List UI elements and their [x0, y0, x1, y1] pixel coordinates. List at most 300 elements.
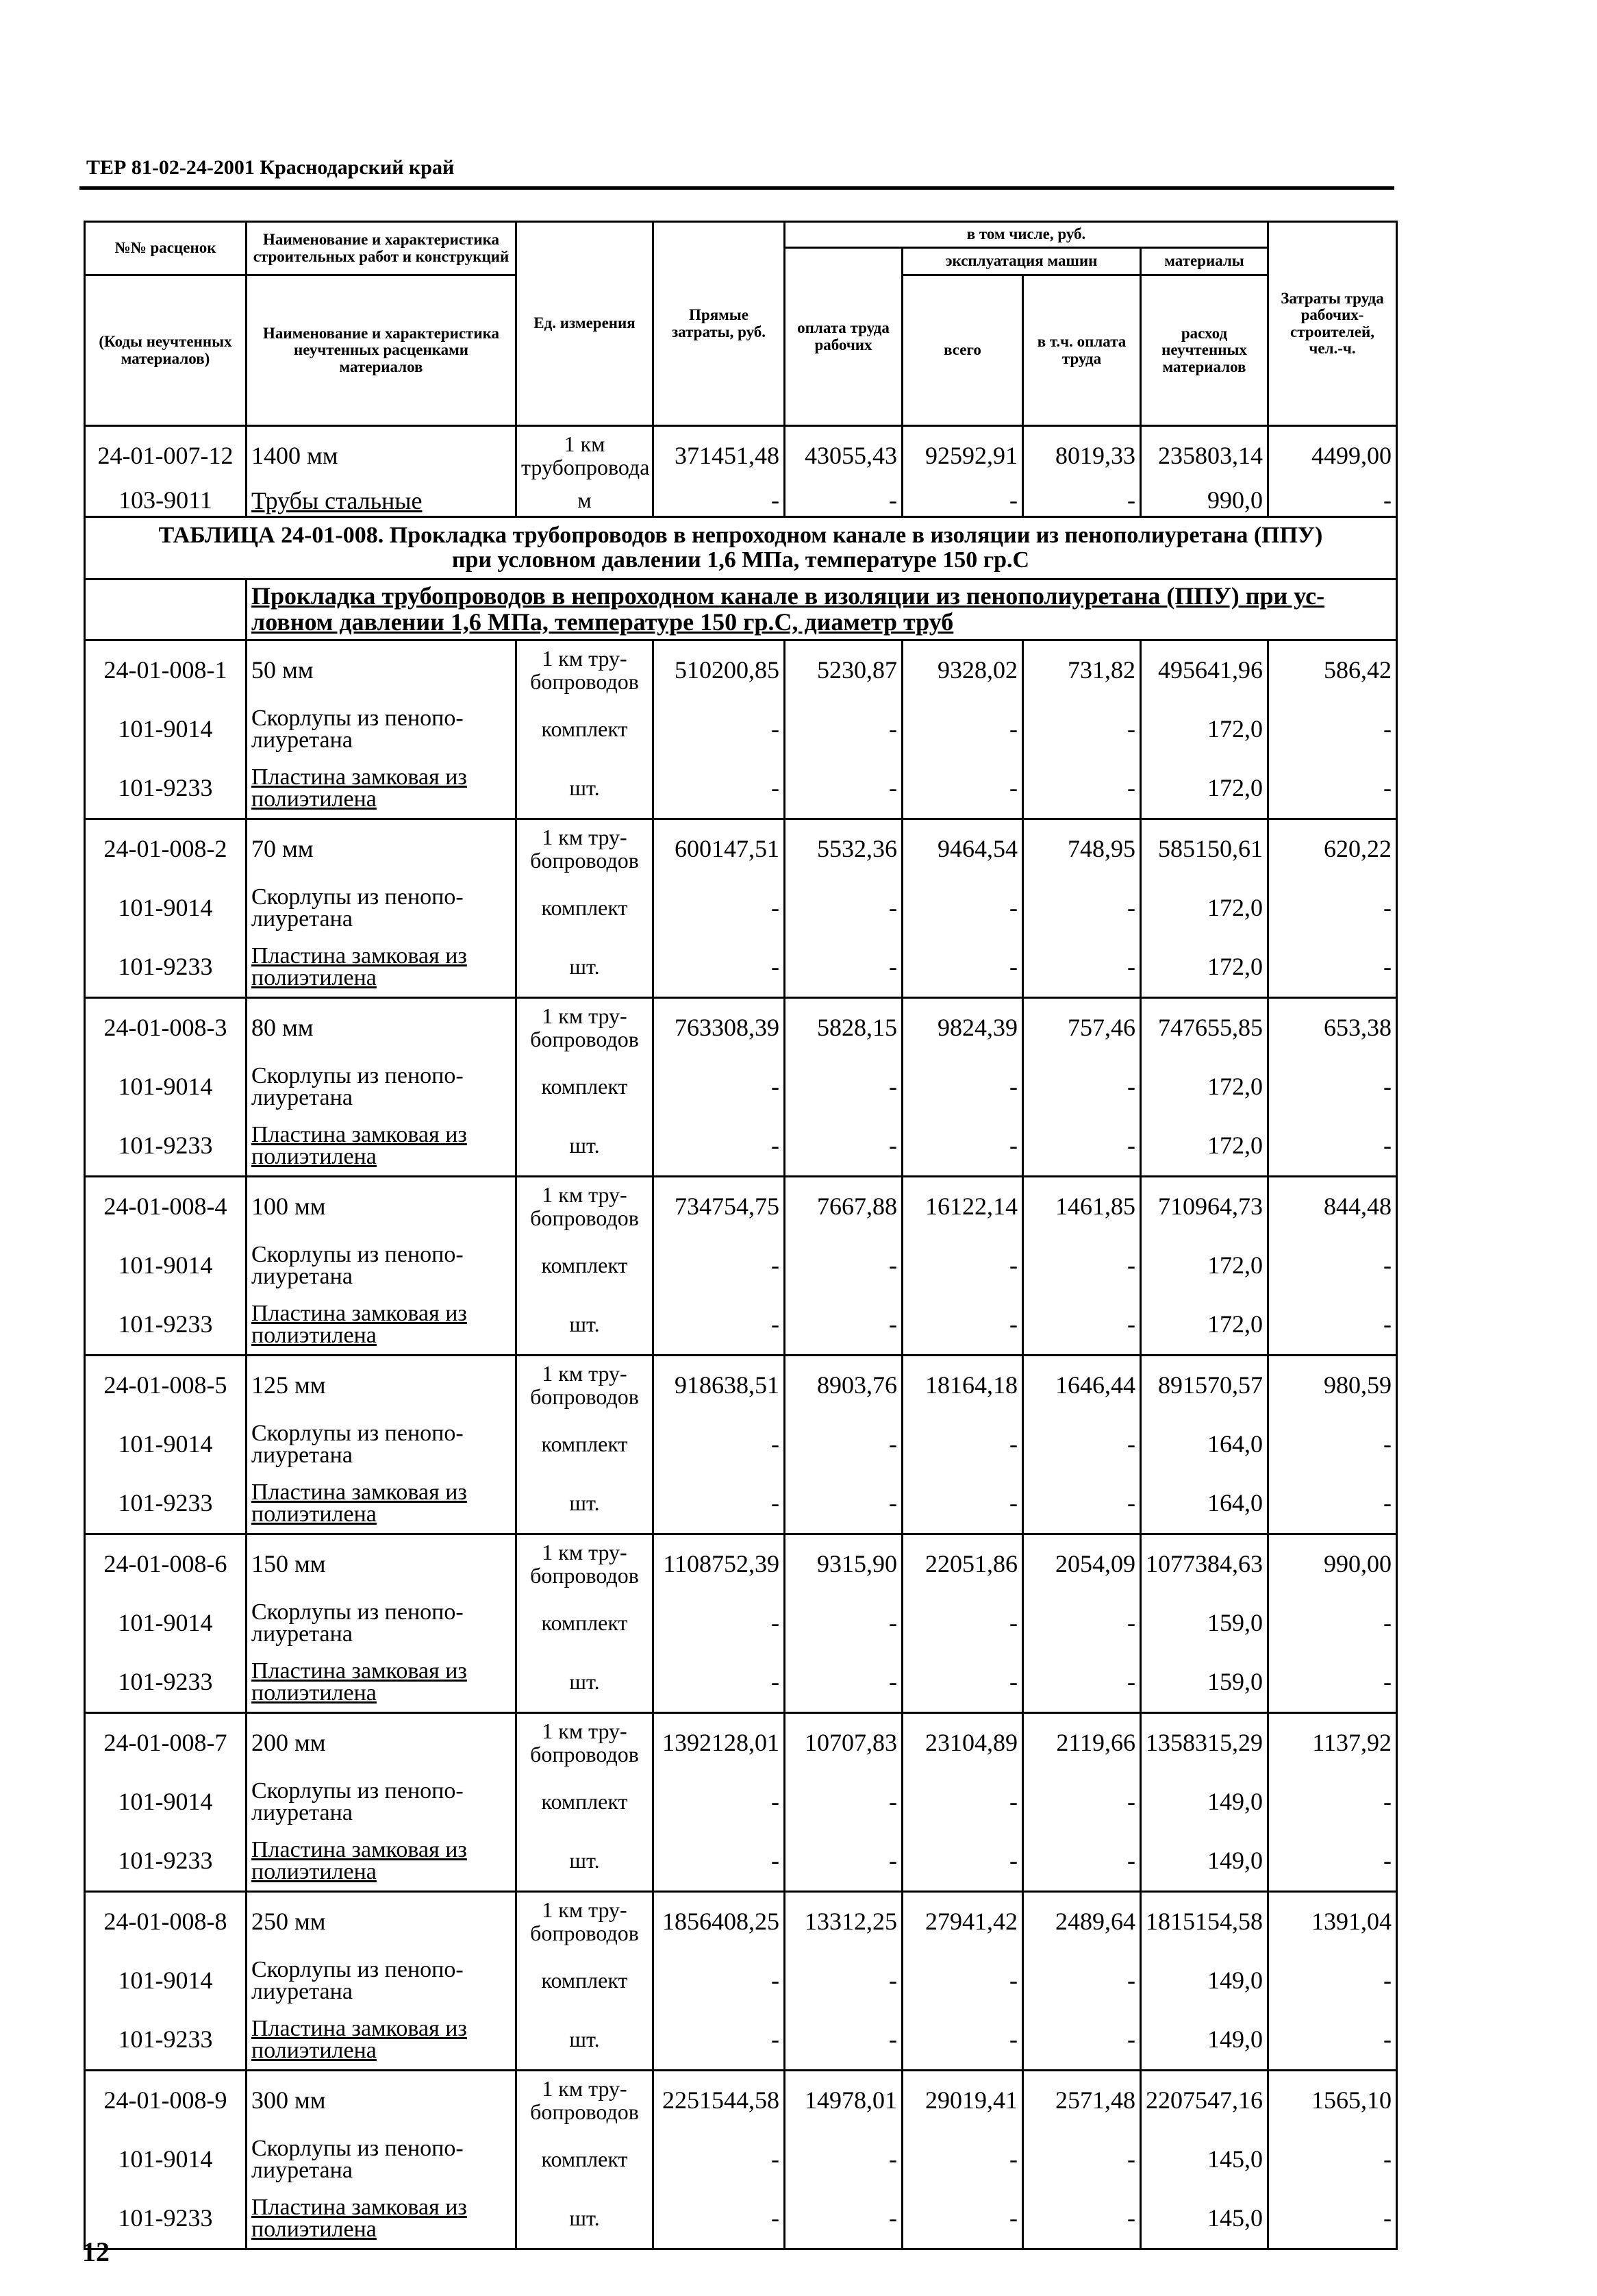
machines-total: -: [903, 1415, 1023, 1474]
direct-cost: 600147,51: [653, 819, 785, 879]
unit-cell: 1 км трубопровода: [516, 426, 653, 486]
col-name-top: Наименование и характеристика строительных работ и конструкций: [247, 222, 516, 275]
labor-cost: -: [1268, 879, 1397, 938]
material-name-line-1: Пластина замковая из: [251, 2015, 467, 2041]
table-row: [85, 2010, 1397, 2071]
rate-code: 24-01-008-5: [85, 1356, 247, 1416]
labor-pay: 9315,90: [785, 1534, 903, 1595]
unit-line-2: бопроводов: [530, 1563, 639, 1588]
labor-pay: -: [785, 2130, 903, 2189]
machines-labor: 748,95: [1023, 819, 1141, 879]
unit-line-2: бопроводов: [530, 1921, 639, 1945]
unit-cell: [516, 1177, 653, 1237]
labor-cost: -: [1268, 2130, 1397, 2189]
direct-cost: 1108752,39: [653, 1534, 785, 1595]
direct-cost: -: [653, 1594, 785, 1653]
unit-cell: шт.: [516, 1832, 653, 1892]
machines-labor: -: [1023, 879, 1141, 938]
unit-cell: [516, 1713, 653, 1773]
direct-cost: -: [653, 2010, 785, 2071]
machines-labor: 2489,64: [1023, 1892, 1141, 1952]
material-name-line-2: лиуретана: [251, 1621, 353, 1647]
machines-total: -: [903, 2130, 1023, 2189]
machines-total: -: [903, 938, 1023, 998]
table-row: [85, 1295, 1397, 1356]
labor-cost: 653,38: [1268, 998, 1397, 1058]
table-row: [85, 1415, 1397, 1474]
material-name-line-2: полиэтилена: [251, 1144, 377, 1169]
material-name-line-1: Пластина замковая из: [251, 1300, 467, 1326]
direct-cost: -: [653, 1951, 785, 2010]
material-name-line-1: Пластина замковая из: [251, 2194, 467, 2220]
col-machines: эксплуатация машин: [903, 248, 1141, 275]
unit-cell: комплект: [516, 700, 653, 759]
labor-pay: 5828,15: [785, 998, 903, 1058]
direct-cost: -: [653, 1116, 785, 1177]
labor-pay: -: [785, 1773, 903, 1832]
machines-total: 92592,91: [903, 426, 1023, 486]
machines-total: 9464,54: [903, 819, 1023, 879]
direct-cost: -: [653, 2130, 785, 2189]
table-header: [85, 222, 1397, 426]
materials: 149,0: [1141, 1832, 1268, 1892]
direct-cost: -: [653, 1773, 785, 1832]
labor-pay: -: [785, 1295, 903, 1356]
unit-cell: [516, 1892, 653, 1952]
table-row: [85, 486, 1397, 517]
material-name-line-1: Скорлупы из пенопо-: [251, 1062, 464, 1088]
labor-cost: -: [1268, 1058, 1397, 1116]
material-name-line-2: полиэтилена: [251, 786, 377, 812]
work-name: 70 мм: [247, 819, 516, 879]
direct-cost: -: [653, 759, 785, 819]
machines-total: -: [903, 1832, 1023, 1892]
material-name-line-2: лиуретана: [251, 1264, 353, 1289]
rates-table: [84, 221, 1398, 2250]
unit-cell: комплект: [516, 1415, 653, 1474]
direct-cost: 1856408,25: [653, 1892, 785, 1952]
material-name-line-2: полиэтилена: [251, 1859, 377, 1884]
unit-cell: шт.: [516, 938, 653, 998]
machines-total: -: [903, 1594, 1023, 1653]
materials: 495641,96: [1141, 640, 1268, 701]
group-title-row: [85, 579, 1397, 640]
material-name-line-2: полиэтилена: [251, 1680, 377, 1706]
material-code: 101-9233: [85, 1295, 247, 1356]
material-name-line-2: лиуретана: [251, 2158, 353, 2183]
labor-pay: -: [785, 2010, 903, 2071]
materials: 172,0: [1141, 879, 1268, 938]
material-code: 101-9014: [85, 879, 247, 938]
table-title-line-1: ТАБЛИЦА 24-01-008. Прокладка трубопроводов в непроходном канале в изоляции из пенополиуретана (ППУ): [158, 523, 1323, 549]
materials: 172,0: [1141, 700, 1268, 759]
col-unit: Ед. измерения: [516, 222, 653, 426]
machines-labor: -: [1023, 1116, 1141, 1177]
labor-cost: -: [1268, 1116, 1397, 1177]
unit-line-1: 1 км тру-: [542, 1182, 627, 1208]
col-including: в том числе, руб.: [785, 222, 1268, 248]
material-name-line-1: Пластина замковая из: [251, 1836, 467, 1862]
machines-labor: 8019,33: [1023, 426, 1141, 486]
labor-cost: 1391,04: [1268, 1892, 1397, 1952]
materials: 990,0: [1141, 486, 1268, 517]
machines-labor: -: [1023, 1415, 1141, 1474]
materials: 164,0: [1141, 1474, 1268, 1534]
work-name: 100 мм: [247, 1177, 516, 1237]
unit-cell: комплект: [516, 1594, 653, 1653]
material-name: [247, 2189, 516, 2249]
materials: 235803,14: [1141, 426, 1268, 486]
unit-cell: шт.: [516, 1474, 653, 1534]
machines-total: 27941,42: [903, 1892, 1023, 1952]
unit-line-2: бопроводов: [530, 1742, 639, 1767]
material-name: [247, 1832, 516, 1892]
materials: 172,0: [1141, 1058, 1268, 1116]
rate-code: 24-01-008-6: [85, 1534, 247, 1595]
table-row: [85, 426, 1397, 486]
labor-cost: 980,59: [1268, 1356, 1397, 1416]
material-name: [247, 1058, 516, 1116]
machines-total: -: [903, 759, 1023, 819]
machines-labor: -: [1023, 2130, 1141, 2189]
machines-labor: 2054,09: [1023, 1534, 1141, 1595]
labor-pay: 5532,36: [785, 819, 903, 879]
unit-line-2: бопроводов: [530, 848, 639, 873]
unit-cell: [516, 998, 653, 1058]
table-body: [85, 426, 1397, 2249]
col-machines-total: всего: [903, 275, 1023, 426]
direct-cost: 918638,51: [653, 1356, 785, 1416]
direct-cost: -: [653, 486, 785, 517]
material-code: 101-9233: [85, 1474, 247, 1534]
work-name: 150 мм: [247, 1534, 516, 1595]
col-materials-unaccounted: расход неучтенных материалов: [1141, 275, 1268, 426]
table-row: [85, 1713, 1397, 1773]
col-name-bottom: Наименование и характеристика неучтенных расценками материалов: [247, 275, 516, 426]
materials: 149,0: [1141, 2010, 1268, 2071]
col-labor-pay: оплата труда рабочих: [785, 248, 903, 426]
material-name-line-1: Скорлупы из пенопо-: [251, 1241, 464, 1267]
material-name: [247, 1474, 516, 1534]
unit-cell: м: [516, 486, 653, 517]
labor-pay: -: [785, 486, 903, 517]
labor-cost: -: [1268, 1415, 1397, 1474]
direct-cost: 2251544,58: [653, 2071, 785, 2131]
material-name-line-1: Пластина замковая из: [251, 1658, 467, 1684]
material-name-line-2: лиуретана: [251, 1443, 353, 1468]
unit-line-2: бопроводов: [530, 1027, 639, 1051]
direct-cost: -: [653, 1415, 785, 1474]
machines-total: 22051,86: [903, 1534, 1023, 1595]
direct-cost: -: [653, 1058, 785, 1116]
rate-code: 24-01-008-7: [85, 1713, 247, 1773]
labor-pay: -: [785, 700, 903, 759]
direct-cost: -: [653, 1236, 785, 1295]
labor-pay: -: [785, 1594, 903, 1653]
machines-labor: -: [1023, 938, 1141, 998]
material-code: 101-9014: [85, 2130, 247, 2189]
labor-pay: 5230,87: [785, 640, 903, 701]
work-name: 80 мм: [247, 998, 516, 1058]
labor-cost: 586,42: [1268, 640, 1397, 701]
machines-total: -: [903, 1474, 1023, 1534]
labor-cost: -: [1268, 759, 1397, 819]
work-name: 50 мм: [247, 640, 516, 701]
materials: 149,0: [1141, 1773, 1268, 1832]
work-name: 250 мм: [247, 1892, 516, 1952]
direct-cost: 1392128,01: [653, 1713, 785, 1773]
material-name: [247, 2130, 516, 2189]
unit-cell: комплект: [516, 1236, 653, 1295]
material-code: 101-9233: [85, 1653, 247, 1713]
material-name-line-2: лиуретана: [251, 1800, 353, 1825]
material-name: [247, 1236, 516, 1295]
unit-line-1: 1 км тру-: [542, 1540, 627, 1565]
materials: 172,0: [1141, 759, 1268, 819]
unit-line-2: бопроводов: [530, 1384, 639, 1409]
unit-cell: комплект: [516, 1773, 653, 1832]
direct-cost: -: [653, 879, 785, 938]
unit-cell: шт.: [516, 759, 653, 819]
machines-labor: 757,46: [1023, 998, 1141, 1058]
materials: 159,0: [1141, 1594, 1268, 1653]
unit-cell: шт.: [516, 2189, 653, 2249]
machines-total: 23104,89: [903, 1713, 1023, 1773]
direct-cost: -: [653, 2189, 785, 2249]
table-row: [85, 1474, 1397, 1534]
material-name-line-1: Скорлупы из пенопо-: [251, 1777, 464, 1804]
machines-total: -: [903, 1951, 1023, 2010]
materials: 891570,57: [1141, 1356, 1268, 1416]
labor-cost: -: [1268, 1295, 1397, 1356]
material-name-line-1: Пластина замковая из: [251, 1121, 467, 1147]
labor-cost: -: [1268, 938, 1397, 998]
labor-pay: 13312,25: [785, 1892, 903, 1952]
machines-labor: 2119,66: [1023, 1713, 1141, 1773]
labor-pay: 43055,43: [785, 426, 903, 486]
col-machines-labor: в т.ч. оплата труда: [1023, 275, 1141, 426]
labor-pay: -: [785, 1653, 903, 1713]
unit-cell: шт.: [516, 1295, 653, 1356]
labor-pay: -: [785, 938, 903, 998]
table-row: [85, 1116, 1397, 1177]
labor-pay: -: [785, 1058, 903, 1116]
table-title-row: [85, 517, 1397, 579]
labor-pay: 14978,01: [785, 2071, 903, 2131]
rate-code: 24-01-008-2: [85, 819, 247, 879]
materials: 172,0: [1141, 1116, 1268, 1177]
table-title: [85, 517, 1397, 579]
table-row: [85, 938, 1397, 998]
machines-labor: 2571,48: [1023, 2071, 1141, 2131]
material-name-line-2: лиуретана: [251, 1979, 353, 2004]
rate-code: 24-01-007-12: [85, 426, 247, 486]
direct-cost: -: [653, 1295, 785, 1356]
col-code-top: №№ расценок: [85, 222, 247, 275]
group-title-line-2: ловном давлении 1,6 МПа, температуре 150 гр.С, диаметр труб: [251, 608, 954, 636]
table-row: [85, 759, 1397, 819]
labor-cost: -: [1268, 2189, 1397, 2249]
material-code: 101-9014: [85, 1594, 247, 1653]
labor-pay: -: [785, 1236, 903, 1295]
material-name-line-2: полиэтилена: [251, 1501, 377, 1527]
material-name-line-1: Скорлупы из пенопо-: [251, 1420, 464, 1446]
machines-total: -: [903, 2010, 1023, 2071]
labor-cost: -: [1268, 700, 1397, 759]
material-name: [247, 1594, 516, 1653]
unit-cell: комплект: [516, 1951, 653, 2010]
material-code: 101-9233: [85, 2189, 247, 2249]
machines-total: -: [903, 879, 1023, 938]
machines-labor: -: [1023, 700, 1141, 759]
unit-line-2: бопроводов: [530, 669, 639, 694]
machines-total: 18164,18: [903, 1356, 1023, 1416]
direct-cost: -: [653, 938, 785, 998]
material-name-line-1: Пластина замковая из: [251, 943, 467, 969]
material-name: [247, 938, 516, 998]
table-row: [85, 1773, 1397, 1832]
labor-pay: -: [785, 2189, 903, 2249]
materials: 2207547,16: [1141, 2071, 1268, 2131]
material-name-line-2: полиэтилена: [251, 2217, 377, 2242]
material-code: 103-9011: [85, 486, 247, 517]
machines-labor: -: [1023, 1474, 1141, 1534]
col-code-bottom: (Коды неучтенных материалов): [85, 275, 247, 426]
materials: 585150,61: [1141, 819, 1268, 879]
materials: 172,0: [1141, 1236, 1268, 1295]
material-name-line-1: Скорлупы из пенопо-: [251, 884, 464, 910]
table-row: [85, 1534, 1397, 1595]
unit-cell: шт.: [516, 1116, 653, 1177]
direct-cost: -: [653, 1653, 785, 1713]
machines-total: 9328,02: [903, 640, 1023, 701]
labor-pay: -: [785, 1415, 903, 1474]
labor-cost: -: [1268, 1653, 1397, 1713]
page-number: 12: [82, 2236, 110, 2267]
materials: 1358315,29: [1141, 1713, 1268, 1773]
material-name: [247, 879, 516, 938]
machines-labor: 731,82: [1023, 640, 1141, 701]
unit-line-1: 1 км тру-: [542, 1003, 627, 1029]
material-code: 101-9233: [85, 2010, 247, 2071]
labor-cost: -: [1268, 1832, 1397, 1892]
machines-labor: 1461,85: [1023, 1177, 1141, 1237]
material-name-line-2: лиуретана: [251, 727, 353, 753]
material-name: [247, 759, 516, 819]
machines-total: 9824,39: [903, 998, 1023, 1058]
machines-total: -: [903, 700, 1023, 759]
machines-total: -: [903, 1236, 1023, 1295]
group-title-line-1: Прокладка трубопроводов в непроходном канале в изоляции из пенополиуретана (ППУ) при ус-: [251, 582, 1325, 610]
unit-cell: [516, 819, 653, 879]
table-row: [85, 1653, 1397, 1713]
machines-total: -: [903, 1116, 1023, 1177]
material-name: [247, 2010, 516, 2071]
machines-labor: -: [1023, 759, 1141, 819]
unit-cell: шт.: [516, 1653, 653, 1713]
labor-cost: -: [1268, 1474, 1397, 1534]
machines-total: -: [903, 486, 1023, 517]
table-row: [85, 879, 1397, 938]
unit-line-1: 1 км тру-: [542, 1897, 627, 1923]
unit-cell: [516, 640, 653, 701]
machines-labor: -: [1023, 1773, 1141, 1832]
col-labor-cost: Затраты труда рабочих-строителей, чел.-ч.: [1268, 222, 1397, 426]
machines-labor: -: [1023, 1236, 1141, 1295]
machines-labor: -: [1023, 1295, 1141, 1356]
material-name-line-1: Скорлупы из пенопо-: [251, 1599, 464, 1625]
rate-code: 24-01-008-9: [85, 2071, 247, 2131]
rate-code: 24-01-008-1: [85, 640, 247, 701]
machines-labor: -: [1023, 1653, 1141, 1713]
table-row: [85, 1177, 1397, 1237]
material-name-line-2: полиэтилена: [251, 965, 377, 990]
material-name-line-1: Пластина замковая из: [251, 764, 467, 790]
machines-labor: -: [1023, 1951, 1141, 2010]
labor-pay: 10707,83: [785, 1713, 903, 1773]
material-name: [247, 1951, 516, 2010]
work-name: 200 мм: [247, 1713, 516, 1773]
unit-line-1: 1 км тру-: [542, 2076, 627, 2101]
col-direct: Прямые затраты, руб.: [653, 222, 785, 426]
unit-cell: комплект: [516, 879, 653, 938]
header-rule: [79, 186, 1394, 190]
work-name: 125 мм: [247, 1356, 516, 1416]
labor-pay: -: [785, 1474, 903, 1534]
machines-total: -: [903, 1653, 1023, 1713]
unit-cell: [516, 1356, 653, 1416]
direct-cost: 734754,75: [653, 1177, 785, 1237]
table-row: [85, 1892, 1397, 1952]
group-title: [247, 579, 1397, 640]
unit-line-1: 1 км тру-: [542, 646, 627, 671]
machines-labor: -: [1023, 486, 1141, 517]
document-header: ТЕР 81-02-24-2001 Краснодарский край: [86, 156, 455, 179]
machines-labor: -: [1023, 1832, 1141, 1892]
labor-cost: -: [1268, 486, 1397, 517]
rate-code: 24-01-008-4: [85, 1177, 247, 1237]
unit-cell: комплект: [516, 2130, 653, 2189]
labor-pay: 8903,76: [785, 1356, 903, 1416]
materials: 164,0: [1141, 1415, 1268, 1474]
machines-labor: -: [1023, 1594, 1141, 1653]
table-row: [85, 1236, 1397, 1295]
material-name: [247, 1415, 516, 1474]
material-code: 101-9014: [85, 1415, 247, 1474]
machines-total: 16122,14: [903, 1177, 1023, 1237]
labor-pay: -: [785, 1832, 903, 1892]
labor-pay: -: [785, 1116, 903, 1177]
material-name-line-1: Скорлупы из пенопо-: [251, 2135, 464, 2161]
material-name: [247, 700, 516, 759]
unit-cell: [516, 1534, 653, 1595]
unit-line-1: 1 км тру-: [542, 1361, 627, 1386]
table-title-line-2: при условном давлении 1,6 МПа, температуре 150 гр.С: [451, 547, 1030, 573]
labor-pay: -: [785, 1951, 903, 2010]
labor-cost: -: [1268, 1594, 1397, 1653]
table-row: [85, 819, 1397, 879]
col-materials: материалы: [1141, 248, 1268, 275]
machines-labor: 1646,44: [1023, 1356, 1141, 1416]
unit-cell: [516, 2071, 653, 2131]
material-name: [247, 1116, 516, 1177]
material-name: Трубы стальные: [247, 486, 516, 517]
materials: 149,0: [1141, 1951, 1268, 2010]
work-name: 1400 мм: [247, 426, 516, 486]
materials: 1815154,58: [1141, 1892, 1268, 1952]
direct-cost: 371451,48: [653, 426, 785, 486]
material-name-line-1: Пластина замковая из: [251, 1479, 467, 1505]
